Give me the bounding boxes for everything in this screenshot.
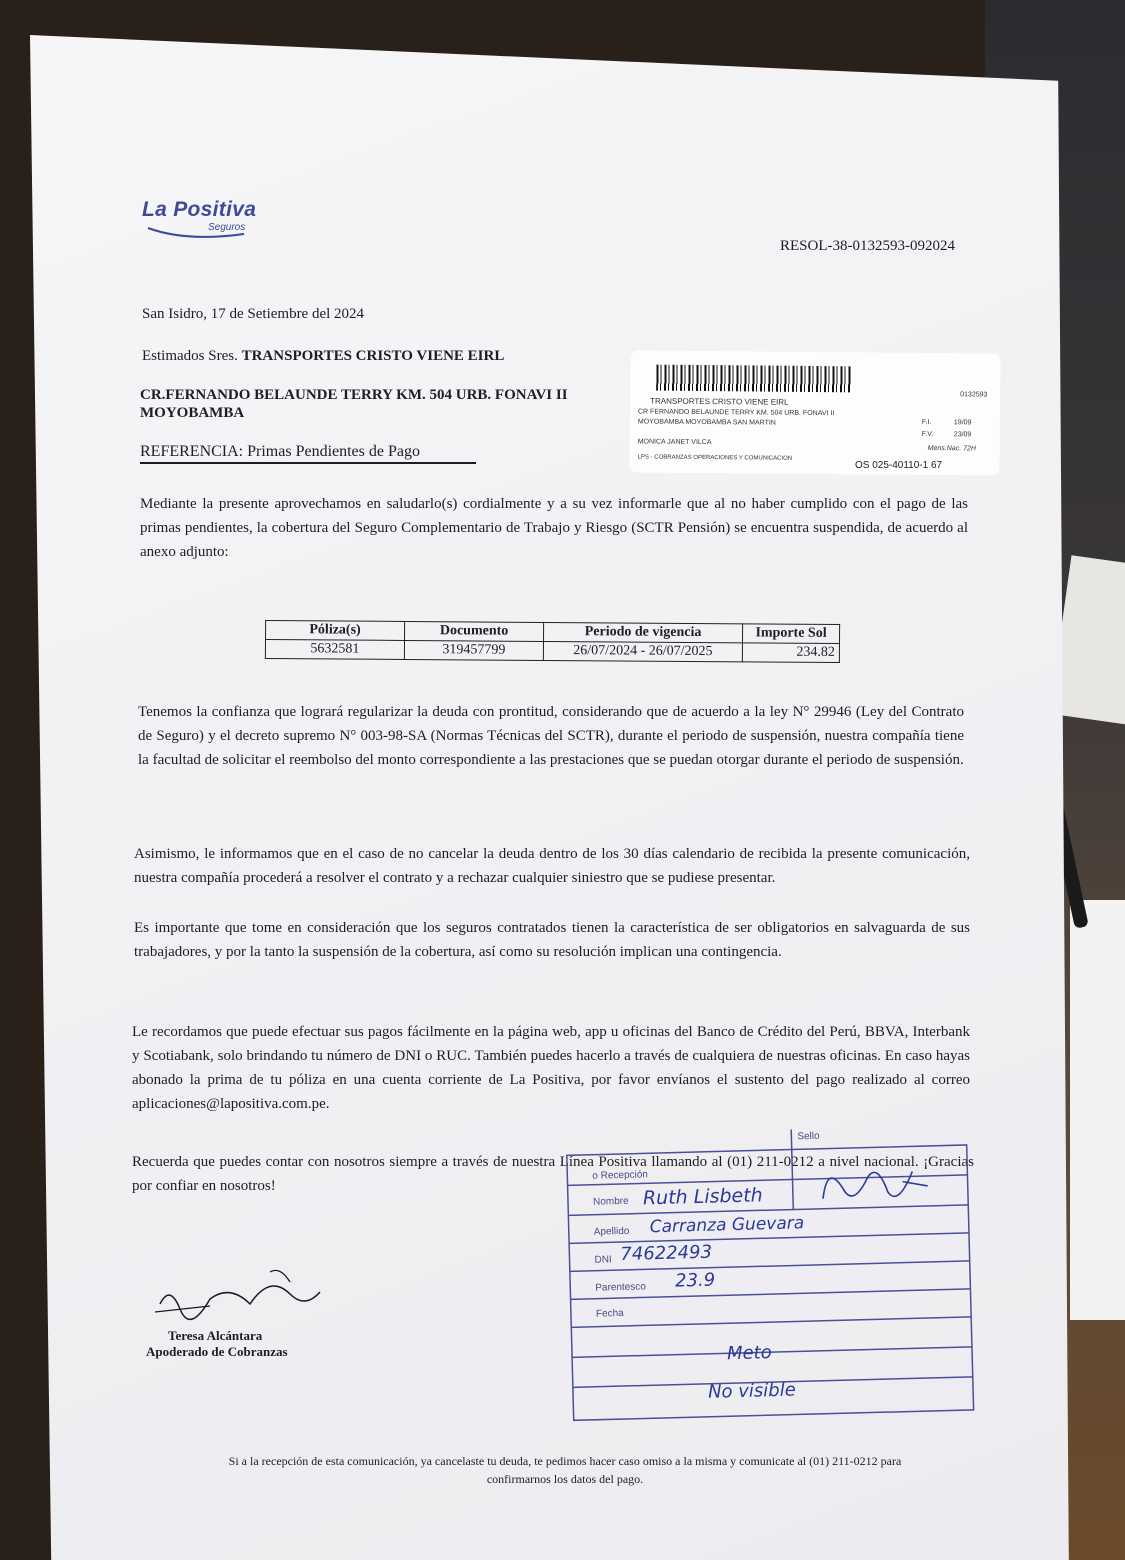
table-header: Importe Sol	[742, 624, 839, 644]
stamp-nombre-value: Ruth Lisbeth	[642, 1184, 763, 1210]
company-logo	[142, 198, 257, 233]
paragraph-4: Es importante que tome en consideración que los seguros contratados tienen la característica de ser obligatorios en salvaguarda de sus trabajadores, y por la tanto la suspensión de la cobertura, así como su resolución implican una contingencia.	[134, 920, 970, 960]
table-header: Periodo de vigencia	[544, 622, 743, 642]
label-company: TRANSPORTES CRISTO VIENE EIRL	[650, 396, 789, 407]
reference: REFERENCIA: Primas Pendientes de Pago	[140, 443, 420, 460]
table-cell: 234.82	[742, 643, 839, 663]
label-dept: LPS - COBRANZAS OPERACIONES Y COMUNICACION	[637, 454, 793, 462]
table-cell: 26/07/2024 - 26/07/2025	[543, 641, 742, 661]
stamp-fecha-label: Fecha	[595, 1307, 624, 1320]
table-header: Documento	[405, 621, 544, 641]
label-fv-label: F.V.	[921, 430, 934, 439]
label-addr2: MOYOBAMBA MOYOBAMBA SAN MARTIN	[637, 418, 776, 427]
stamp-medidor-value: Meto	[726, 1342, 772, 1365]
greeting	[142, 344, 504, 368]
policy-table	[265, 620, 840, 663]
paragraph-6: Recuerda que puedes contar con nosotros siempre a través de nuestra Línea Positiva llamando al (01) 211-0212 a nivel nacional. ¡Gracias por confiar en nosotros!	[132, 1154, 974, 1194]
handwritten-signature-icon	[812, 1156, 934, 1219]
signatory-title: Apoderado de Cobranzas	[146, 1344, 288, 1359]
stamp-dni-label: DNI	[594, 1254, 612, 1266]
address-line1: CR.FERNANDO BELAUNDE TERRY KM. 504 URB. FONAVI II	[140, 387, 568, 403]
stamp-dni-value: 74622493	[620, 1241, 713, 1266]
signature-drawing-icon	[150, 1264, 330, 1324]
signatory-name: Teresa Alcántara	[168, 1328, 263, 1343]
paragraph-2: Tenemos la confianza que logrará regularizar la deuda con prontitud, considerando que de acuerdo a la ley N° 29946 (Ley del Contrato de Seguro) y el decreto supremo N° 003-98-SA (Normas Técnicas del SCTR), durante el periodo de suspensión, nuestra compañía tiene la facultad de solicitar el reembolso del monto correspondiente a las prestaciones que se puedan otorgar durante el periodo de suspensión.	[138, 704, 964, 768]
table-header: Póliza(s)	[266, 620, 405, 640]
table-cell: 5632581	[265, 639, 404, 659]
paragraph-5: Le recordamos que puede efectuar sus pagos fácilmente en la página web, app u oficinas del Banco de Crédito del Perú, BBVA, Interbank y Scotiabank, solo brindando tu número de DNI o RUC. También puedes hacerlo a través de cualquiera de nuestras oficinas. En caso hayas abonado la prima de tu póliza en una cuenta corriente de La Positiva, por favor envíanos el sustento del pago realizado al correo aplicaciones@lapositiva.com.pe.	[132, 1024, 970, 1112]
reception-stamp	[561, 1125, 988, 1426]
table-row	[265, 639, 839, 662]
stamp-parentesco-label: Parentesco	[595, 1281, 647, 1294]
paragraph-1: Mediante la presente aprovechamos en saludarlo(s) cordialmente y a su vez informarle que al no haber cumplido con el pago de las primas pendientes, la cobertura del Seguro Complementario de Trabajo y Riesgo (SCTR Pensión) se encuentra suspendida, de acuerdo al anexo adjunto:	[140, 496, 968, 560]
logo-sub: Seguros	[208, 222, 246, 233]
footer-note: Si a la recepción de esta comunicación, ya cancelaste tu deuda, te pedimos hacer caso omiso a la misma y comunicate al (01) 211-0212 para confirmarnos los datos del pago.	[228, 1454, 902, 1486]
letter-date: San Isidro, 17 de Setiembre del 2024	[142, 306, 365, 322]
paragraph-3: Asimismo, le informamos que en el caso de no cancelar la deuda dentro de los 30 días calendario de recibida la presente comunicación, nuestra compañía procederá a resolver el contrato y a rechazar cualquier siniestro que se pudiese presentar.	[134, 846, 970, 886]
address	[140, 386, 568, 422]
background-paper	[1070, 900, 1125, 1320]
stamp-nombre-label: Nombre	[592, 1195, 629, 1208]
label-mens: Mens.Nac. 72H	[927, 444, 976, 453]
reference-underline	[140, 462, 476, 464]
label-fv: 23/09	[953, 431, 972, 439]
greeting-prefix: Estimados Sres.	[142, 348, 238, 364]
label-addr1: CR FERNANDO BELAUNDE TERRY KM. 504 URB. FONAVI II	[637, 408, 835, 418]
stamp-parentesco-value: 23.9	[674, 1269, 716, 1292]
label-person: MONICA JANET VILCA	[637, 438, 712, 447]
stamp-suministro-value: No visible	[707, 1379, 797, 1403]
stamp-apellido-value: Carranza Guevara	[649, 1213, 805, 1238]
table-cell: 319457799	[404, 640, 543, 660]
barcode	[656, 365, 851, 393]
label-fi: 19/09	[953, 419, 972, 427]
stamp-apellido-label: Apellido	[593, 1225, 630, 1238]
label-fi-label: F.I.	[921, 418, 932, 427]
logo-name: La Positiva	[142, 198, 257, 221]
stamp-recepcion-label: o Recepción	[592, 1169, 649, 1182]
label-os: OS 025-40110-1 67	[855, 460, 943, 471]
shipping-label	[629, 350, 1000, 475]
stamp-sello-label: Sello	[797, 1130, 820, 1143]
resolution-number: RESOL-38-0132593-092024	[780, 238, 955, 254]
company-name: TRANSPORTES CRISTO VIENE EIRL	[241, 348, 505, 364]
address-line2: MOYOBAMBA	[140, 405, 245, 421]
label-code: 0132593	[960, 391, 988, 399]
